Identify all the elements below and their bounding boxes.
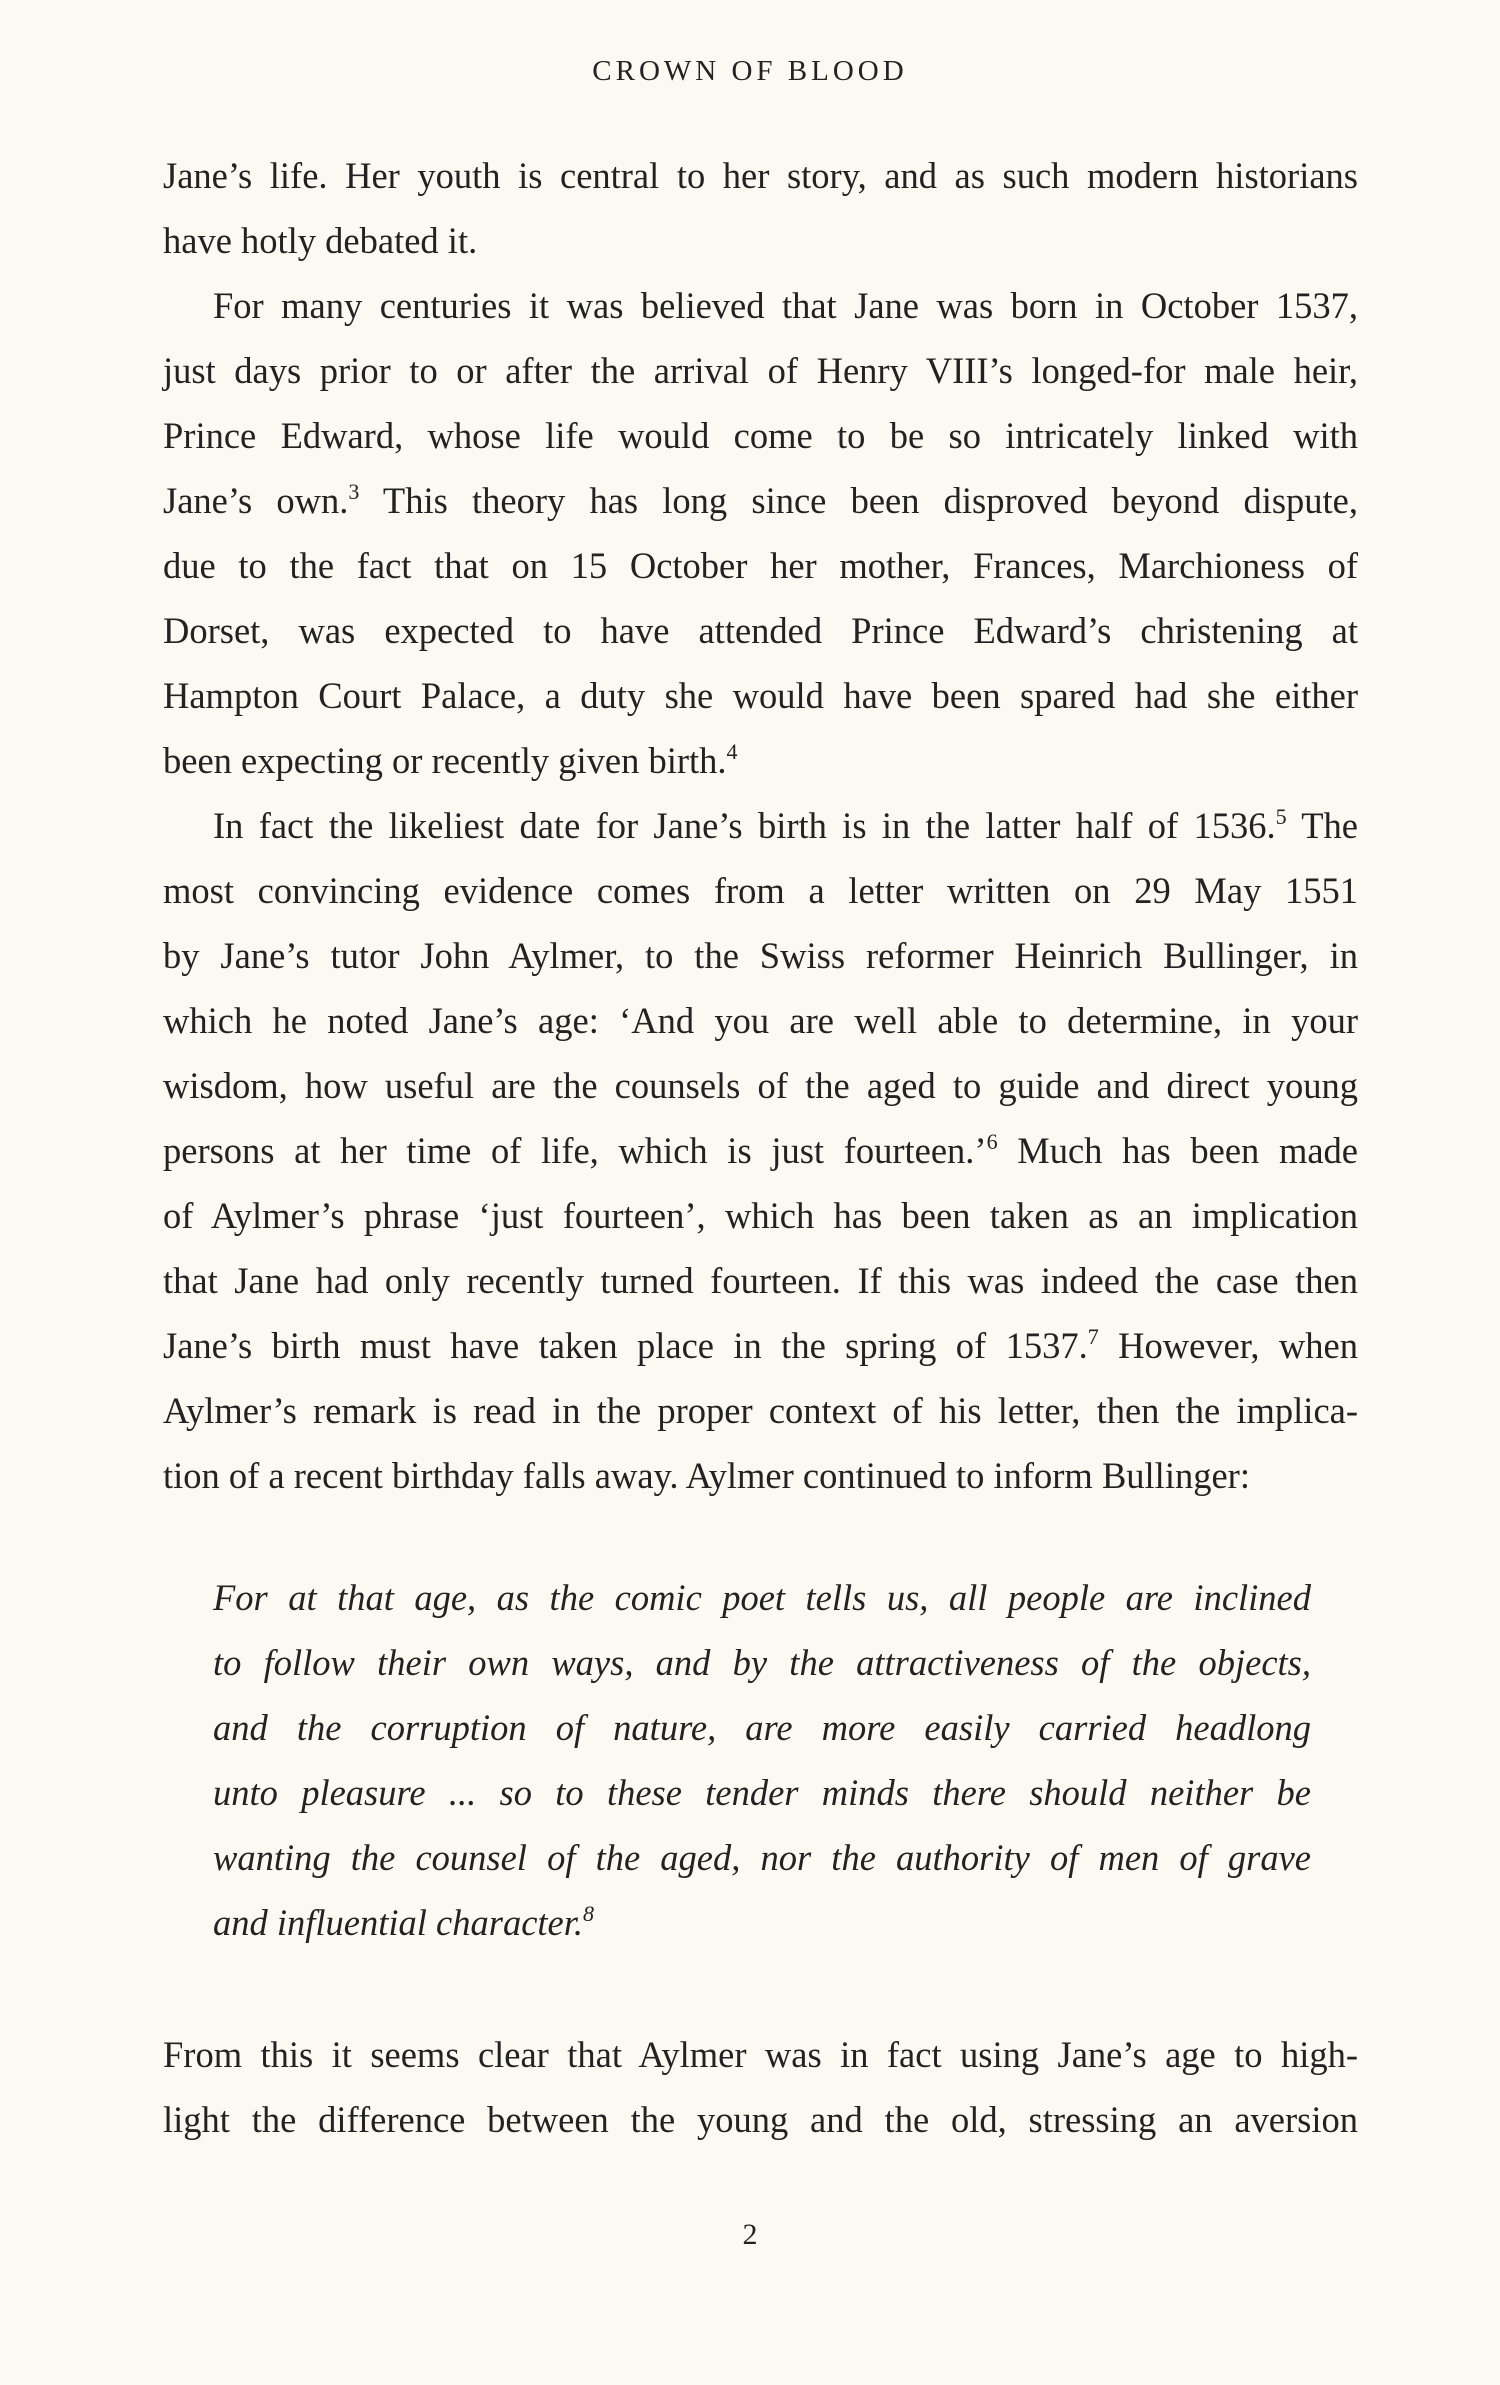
quote-line: [213, 1890, 1311, 1955]
footnote-marker: 6: [986, 1129, 998, 1154]
line-text: This theory has long since been disproved beyond dispute,: [359, 480, 1359, 521]
quote-line: wanting the counsel of the aged, nor the authority of men of grave: [213, 1837, 1311, 1878]
paragraph-line: From this it seems clear that Aylmer was in fact using Jane’s age to high-: [163, 2034, 1358, 2075]
paragraph-line: most convincing evidence comes from a letter written on 29 May 1551: [163, 870, 1358, 911]
footnote-marker: 7: [1087, 1324, 1099, 1349]
running-head: CROWN OF BLOOD: [592, 55, 908, 87]
paragraph-line: wisdom, how useful are the counsels of the aged to guide and direct young: [163, 1065, 1358, 1106]
paragraph-line: Prince Edward, whose life would come to be so intricately linked with: [163, 415, 1358, 456]
paragraph-line: Hampton Court Palace, a duty she would have been spared had she either: [163, 675, 1358, 716]
paragraph-line: that Jane had only recently turned fourteen. If this was indeed the case then: [163, 1260, 1358, 1301]
paragraph-line: Aylmer’s remark is read in the proper context of his letter, then the implica-: [163, 1390, 1358, 1431]
quote-line: to follow their own ways, and by the attractiveness of the objects,: [213, 1642, 1311, 1683]
footnote-marker: 4: [726, 739, 738, 764]
paragraph-line: due to the fact that on 15 October her mother, Frances, Marchioness of: [163, 545, 1358, 586]
line-text: In fact the likeliest date for Jane’s birth is in the latter half of 1536.: [213, 805, 1276, 846]
paragraph-line: [163, 793, 1358, 858]
line-text: Jane’s birth must have taken place in the spring of 1537.: [163, 1325, 1088, 1366]
line-text: Jane’s own.: [163, 480, 349, 521]
paragraph-line: which he noted Jane’s age: ‘And you are well able to determine, in your: [163, 1000, 1358, 1041]
line-text: and influential character.: [213, 1902, 584, 1943]
paragraph-line: [163, 1118, 1358, 1183]
paragraph-line: by Jane’s tutor John Aylmer, to the Swiss reformer Heinrich Bullinger, in: [163, 935, 1358, 976]
footnote-marker: 5: [1275, 804, 1287, 829]
closing-paragraph: [163, 2022, 1358, 2152]
line-text: However, when: [1098, 1325, 1358, 1366]
paragraph-line: [163, 1313, 1358, 1378]
body-text: [163, 143, 1358, 1508]
paragraph-line: Dorset, was expected to have attended Prince Edward’s christening at: [163, 610, 1358, 651]
line-text: Much has been made: [997, 1130, 1358, 1171]
quote-line: and the corruption of nature, are more easily carried headlong: [213, 1707, 1311, 1748]
paragraph-line: Jane’s life. Her youth is central to her story, and as such modern historians: [163, 155, 1358, 196]
line-text: The: [1286, 805, 1359, 846]
paragraph-line: just days prior to or after the arrival of Henry VIII’s longed-for male heir,: [163, 350, 1358, 391]
paragraph-line: [163, 468, 1358, 533]
quote-line: unto pleasure ... so to these tender minds there should neither be: [213, 1772, 1311, 1813]
paragraph-line: have hotly debated it.: [163, 220, 478, 261]
line-text: been expecting or recently given birth.: [163, 740, 727, 781]
footnote-marker: 3: [348, 479, 360, 504]
paragraph-line: [163, 728, 1358, 793]
paragraph-line: light the difference between the young and the old, stressing an aversion: [163, 2099, 1358, 2140]
page-number: 2: [742, 2218, 758, 2251]
paragraph-line: For many centuries it was believed that Jane was born in October 1537,: [213, 285, 1358, 326]
line-text: persons at her time of life, which is just fourteen.’: [163, 1130, 987, 1171]
block-quote: [213, 1565, 1311, 1955]
quote-line: For at that age, as the comic poet tells us, all people are inclined: [213, 1577, 1311, 1618]
paragraph-line: of Aylmer’s phrase ‘just fourteen’, which has been taken as an implication: [163, 1195, 1358, 1236]
paragraph-line: tion of a recent birthday falls away. Aylmer continued to inform Bullinger:: [163, 1455, 1250, 1496]
footnote-marker: 8: [583, 1901, 595, 1926]
